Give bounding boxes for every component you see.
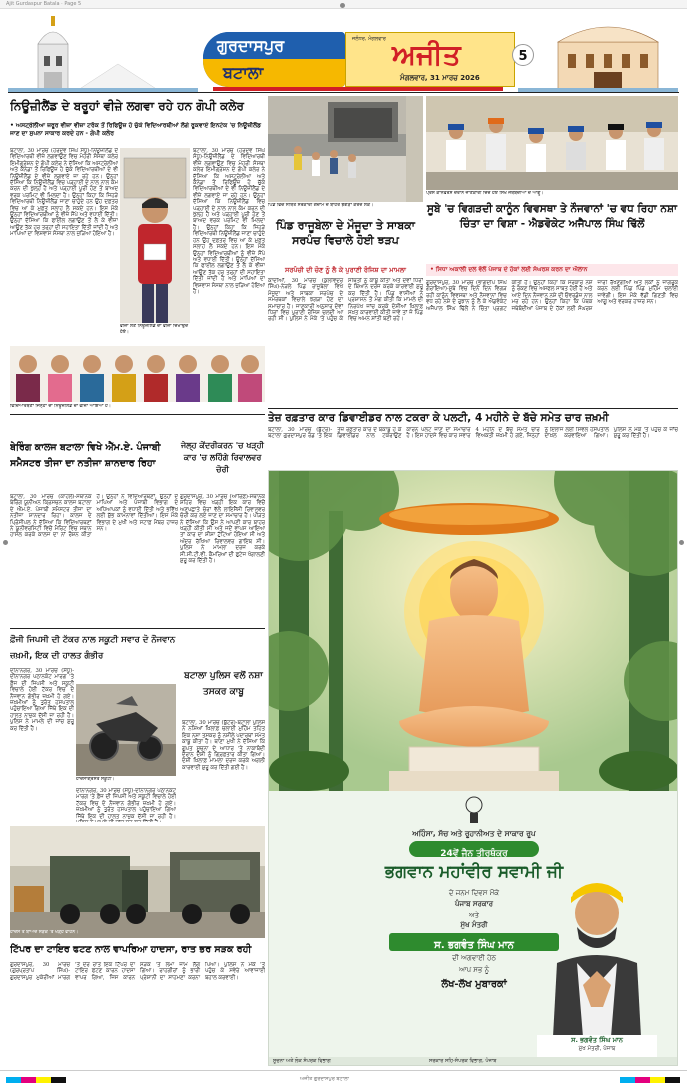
cm-caption-box [537, 1035, 657, 1057]
damaged-scooter-photo [76, 684, 176, 776]
article-8-headline: ਬਟਾਲਾ ਪੁਲਿਸ ਵਲੋਂ ਨਸ਼ਾ ਤਸਕਰ ਕਾਬੂ [184, 671, 263, 697]
masthead-subtitle: ਜਲੰਧਰ, ਮੰਗਲਵਾਰ [352, 36, 386, 42]
article-9-photo-caption: ਹਾਦਸੇ ਤੋਂ ਬਾਅਦ ਸੜਕ 'ਤੇ ਖੜ੍ਹੇ ਵਾਹਨ। [10, 930, 79, 935]
article-7-body: ਦੀਨਾਨਗਰ, 30 ਮਾਰਚ (ਸੰਧੂ)-ਦੀਨਾਨਗਰ ਪਠਾਨਕੋਟ ਮਾਰਗ 'ਤੇ ਫ਼ੌਜ ਦੀ ਜਿਪਸੀ ਅਤੇ ਸਕੂਟੀ ਵਿਚਾਲੇ ਹੋਈ ਟੱਕਰ ਵਿਚ ਦੋ ਨੌਜਵਾਨ ਗੰਭੀਰ ਜ਼ਖ਼ਮੀ ਹੋ ਗਏ। ਜ਼ਖ਼ਮੀਆਂ ਨੂੰ ਤੁਰੰਤ ਹਸਪਤਾਲ ਪਹੁੰਚਾਇਆ ਗਿਆ ਜਿੱਥੇ ਇਕ ਦੀ ਹਾਲਤ ਨਾਜ਼ੁਕ ਦੱਸੀ ਜਾ ਰਹੀ ਹੈ। ਪੁਲਿਸ ਨੇ ਮਾਮਲੇ ਦੀ ਜਾਂਚ ਸ਼ੁਰੂ ਕਰ ਦਿੱਤੀ ਹੈ। [10, 668, 74, 732]
advert-line7: ਲੱਖ-ਲੱਖ ਮੁਬਾਰਕਾਂ [441, 979, 507, 990]
temple-illustration-left [8, 14, 198, 92]
advert-banner [409, 841, 539, 857]
article-3-photo-caption: ਪ੍ਰੈੱਸ ਕਾਨਫਰੰਸ ਦੌਰਾਨ ਜਾਣਕਾਰੀ ਦਿੰਦੇ ਹੋਏ ਸਿੱਖ ਜਥੇਬੰਦੀਆਂ ਦੇ ਆਗੂ। [426, 191, 544, 196]
advert-line5: ਦੀ ਅਗਵਾਈ ਹੇਠ [452, 954, 496, 962]
registration-mark [3, 540, 8, 545]
advert-line2: ਪੰਜਾਬ ਸਰਕਾਰ [454, 900, 493, 908]
article-1-headline: ਨਿਊਜ਼ੀਲੈਂਡ ਦੇ ਬਰੂਹਾਂ ਵੀਜ਼ੇ ਲਗਵਾ ਰਹੇ ਹਨ ਗੋਪੀ ਕਲੇਰ [10, 99, 244, 113]
edition-line1: ਗੁਰਦਾਸਪੁਰ [217, 36, 285, 55]
masthead-date: ਮੰਗਲਵਾਰ, 31 ਮਾਰਚ 2026 [400, 74, 480, 82]
advert-banner-text: 24ਵੇਂ ਜੈਨ ਤੀਰਥੰਕਰ [440, 849, 508, 859]
article-6-headline: ਜੇਲ੍ਹ ਕੇਂਦਰੀਕਰਨ 'ਚ ਖੜ੍ਹੀ ਕਾਰ 'ਚ ਲਹਿੰਗੇ ਰਿਵਾਲਵਰ ਚੋਰੀ [181, 441, 264, 474]
color-calibration-bar [620, 1077, 680, 1083]
advert-line3: ਅਤੇ [469, 911, 479, 919]
article-5-top-rule [10, 414, 265, 415]
article-3-photo [426, 96, 678, 190]
mahavir-illustration [269, 471, 678, 791]
article-1-photo [120, 148, 190, 323]
cm-caption-role: ਮੁੱਖ ਮੰਤਰੀ, ਪੰਜਾਬ [578, 1046, 616, 1052]
article-9-photo [10, 826, 265, 938]
article-2-subhead: ਸਰਪੰਚੀ ਦੀ ਚੋਣ ਨੂੰ ਲੈ ਕੇ ਪੁਰਾਣੀ ਰੰਜਿਸ਼ ਦਾ ਮਾਮਲਾ [285, 266, 406, 274]
cm-caption-name: ਸ. ਭਗਵੰਤ ਸਿੰਘ ਮਾਨ [571, 1036, 623, 1044]
page-number: 5 [518, 49, 528, 64]
advert-tagline: ਅਹਿੰਸਾ, ਸੱਚ ਅਤੇ ਰੂਹਾਨੀਅਤ ਦੇ ਸਾਕਾਰ ਰੂਪ [412, 829, 536, 838]
student-strip-caption: ਵਿਦਿਆਰਥਣਾਂ ਜਿਨ੍ਹਾਂ ਦਾ ਨਿਊਜ਼ੀਲੈਂਡ ਦਾ ਵੀਜ਼ਾ ਆਇਆ ਹੈ। [10, 404, 111, 409]
masthead-title: ਅਜੀਤ [392, 38, 461, 71]
article-4-body: ਬਟਾਲਾ, 30 ਮਾਰਚ (ਬੁੱਟਰ)-ਬਟਾਲਾ ਗੁਰਦਾਸਪੁਰ ਰੋਡ 'ਤੇ ਇਕ ਤੇਜ਼ ਰਫ਼ਤਾਰ ਕਾਰ ਦੇ ਬੇਕਾਬੂ ਹੋ ਕੇ ਡਿਵਾਈਡਰ ਨਾਲ ਟਕਰਾਉਣ ਕਾਰਨ ਪਲਟ ਜਾਣ ਦਾ ਸਮਾਚਾਰ ਹੈ। ਇਸ ਹਾਦਸੇ ਵਿਚ ਕਾਰ ਸਵਾਰ 4 ਮਹੀਨੇ ਦੇ ਬੱਚੇ ਸਮੇਤ ਚਾਰ ਵਿਅਕਤੀ ਜ਼ਖ਼ਮੀ ਹੋ ਗਏ, ਜਿਨ੍ਹਾਂ ਨੂੰ ਇਲਾਜ ਲਈ ਸਿਵਲ ਹਸਪਤਾਲ ਦਾਖ਼ਲ ਕਰਵਾਇਆ ਗਿਆ। ਪੁਲਿਸ ਨੇ ਮੌਕੇ 'ਤੇ ਪਹੁੰਚ ਕੇ ਜਾਂਚ ਸ਼ੁਰੂ ਕਰ ਦਿੱਤੀ ਹੈ। [268, 427, 678, 440]
article-6-body: ਗੁਰਦਾਸਪੁਰ, 30 ਮਾਰਚ (ਆਰਿਫ਼)-ਸਥਾਨਕ ਸ਼ਹਿਰ ਵਿਚ ਖੜ੍ਹੀ ਇਕ ਕਾਰ ਵਿਚੋਂ ਅਣਪਛਾਤੇ ਚੋਰਾਂ ਵੱਲੋਂ ਲਾਇਸੈਂਸੀ ਰਿਵਾਲਵਰ ਚੋਰੀ ਕਰ ਲਏ ਜਾਣ ਦਾ ਸਮਾਚਾਰ ਹੈ। ਪੀੜਤ ਨੇ ਦੱਸਿਆ ਕਿ ਉਸ ਨੇ ਆਪਣੀ ਕਾਰ ਬਾਹਰ ਖੜ੍ਹੀ ਕੀਤੀ ਸੀ ਅਤੇ ਜਦੋਂ ਵਾਪਸ ਆਇਆ ਤਾਂ ਕਾਰ ਦਾ ਸ਼ੀਸ਼ਾ ਟੁੱਟਿਆ ਹੋਇਆ ਸੀ ਅਤੇ ਅੰਦਰ ਰੱਖਿਆ ਰਿਵਾਲਵਰ ਗਾਇਬ ਸੀ। ਪੁਲਿਸ ਨੇ ਮਾਮਲਾ ਦਰਜ ਕਰਕੇ ਸੀ.ਸੀ.ਟੀ.ਵੀ. ਕੈਮਰਿਆਂ ਦੀ ਫੁਟੇਜ ਖੰਗਾਲਣੀ ਸ਼ੁਰੂ ਕਰ ਦਿੱਤੀ ਹੈ। [180, 494, 265, 565]
page-footer [0, 1070, 687, 1089]
punjab-govt-emblem-icon [461, 795, 487, 825]
article-9-headline: ਟਿੱਪਰ ਦਾ ਟਾਇਰ ਫਟਣ ਨਾਲ ਵਾਪਰਿਆ ਹਾਦਸਾ, ਰਾਤ ਭਰ ਸੜਕ ਰਹੀ [10, 944, 252, 955]
article-2-headline: ਪਿੰਡ ਰਾਜੂਬੇਲਾ ਦੇ ਮੌਜੂਦਾ ਤੇ ਸਾਬਕਾ ਸਰਪੰਚ ਵਿਚਾਲੇ ਹੋਈ ਝੜਪ [276, 219, 415, 247]
chief-minister-portrait [537, 867, 657, 1037]
article-7-headline: ਫ਼ੌਜੀ ਜਿਪਸੀ ਦੀ ਟੱਕਰ ਨਾਲ ਸਕੂਟੀ ਸਵਾਰ ਦੋ ਨੌਜਵਾਨ ਜ਼ਖ਼ਮੀ, ਇਕ ਦੀ ਹਾਲਤ ਗੰਭੀਰ [10, 635, 176, 661]
temple-illustration-right [518, 14, 678, 92]
article-2-photo-caption: ਪਿੰਡ ਵਿਚ ਸਥਿਤ ਸਰਕਾਰੀ ਗੋਦਾਮ ਦੇ ਬਾਹਰ ਝਗੜਾ ਕਰਦੇ ਲੋਕ। [268, 203, 374, 208]
edition-line2: ਬਟਾਲਾ [223, 63, 264, 82]
tipper-accident-photo [10, 826, 265, 938]
advert-name-banner-text: ਸ. ਭਗਵੰਤ ਸਿੰਘ ਮਾਨ [434, 940, 514, 951]
article-3-subhead: • ਸਿਧਾ ਅਕਾਲੀ ਦਲ ਵੱਲੋਂ ਪੰਜਾਬ ਦੇ ਹੱਕਾਂ ਲਈ ਸੰਘਰਸ਼ ਕਰਨ ਦਾ ਐਲਾਨ [430, 266, 588, 273]
color-calibration-bar [6, 1077, 66, 1083]
masthead-divider [8, 92, 679, 93]
masthead-red-bar [213, 87, 503, 91]
registration-mark [340, 3, 345, 8]
article-7-body-continued: ਦੀਨਾਨਗਰ, 30 ਮਾਰਚ (ਸੰਧੂ)-ਦੀਨਾਨਗਰ ਪਠਾਨਕੋਟ ਮਾਰਗ 'ਤੇ ਫ਼ੌਜ ਦੀ ਜਿਪਸੀ ਅਤੇ ਸਕੂਟੀ ਵਿਚਾਲੇ ਹੋਈ ਟੱਕਰ ਵਿਚ ਦੋ ਨੌਜਵਾਨ ਗੰਭੀਰ ਜ਼ਖ਼ਮੀ ਹੋ ਗਏ। ਜ਼ਖ਼ਮੀਆਂ ਨੂੰ ਤੁਰੰਤ ਹਸਪਤਾਲ ਪਹੁੰਚਾਇਆ ਗਿਆ ਜਿੱਥੇ ਇਕ ਦੀ ਹਾਲਤ ਨਾਜ਼ੁਕ ਦੱਸੀ ਜਾ ਰਹੀ ਹੈ। [76, 788, 176, 820]
article-1-subhead: • ਅਸਟ੍ਰੇਲੀਆ ਜ਼ਰੂਰ ਵੀਜ਼ਾ ਵੀਜ਼ਾ ਟਰੱਕ ਤੋਂ ਰਿਫਿਊਜ਼ ਹੋ ਚੁੱਕੇ ਵਿਦਿਆਰਥੀਆਂ ਲੱਗੇ ਰੂਕਵਾਏ ਇਨਟੇਕ 'ਚ ਨਿਊਜ਼ੀਲੈਂਡ ਜਾਣ ਦਾ ਸੁਪਨਾ ਸਾਕਾਰ ਕਰਦੇ ਹਨ - ਗੋਪੀ ਕਲੇਰ [10, 122, 262, 137]
article-2-body: ਕਾਦੀਆਂ, 30 ਮਾਰਚ (ਕੁਲਵਿੰਦਰ ਸਿੰਘ)-ਨੇੜਲੇ ਪਿੰਡ ਰਾਜੂਬੇਲਾ ਵਿਖੇ ਮੌਜੂਦਾ ਅਤੇ ਸਾਬਕਾ ਸਰਪੰਚ ਦੇ ਸਮਰਥਕਾਂ ਵਿਚਾਲੇ ਝਗੜਾ ਹੋਣ ਦਾ ਸਮਾਚਾਰ ਹੈ। ਜਾਣਕਾਰੀ ਅਨੁਸਾਰ ਦੋਵਾਂ ਧਿਰਾਂ ਵਿਚ ਪੁਰਾਣੀ ਰੰਜਿਸ਼ ਚਲਦੀ ਆ ਰਹੀ ਸੀ। ਪੁਲਿਸ ਨੇ ਮੌਕੇ 'ਤੇ ਪਹੁੰਚ ਕੇ ਸਥਿਤੀ ਨੂੰ ਕਾਬੂ ਕੀਤਾ ਅਤੇ ਦੋਵਾਂ ਧਿਰਾਂ ਦੇ ਬਿਆਨ ਦਰਜ ਕਰਕੇ ਕਾਰਵਾਈ ਸ਼ੁਰੂ ਕਰ ਦਿੱਤੀ ਹੈ। ਪਿੰਡ ਵਾਸੀਆਂ ਨੇ ਪ੍ਰਸ਼ਾਸਨ ਤੋਂ ਮੰਗ ਕੀਤੀ ਕਿ ਮਾਮਲੇ ਦੀ ਨਿਰਪੱਖ ਜਾਂਚ ਕਰਕੇ ਦੋਸ਼ੀਆਂ ਖ਼ਿਲਾਫ਼ ਸਖ਼ਤ ਕਾਰਵਾਈ ਕੀਤੀ ਜਾਵੇ ਤਾਂ ਜੋ ਪਿੰਡ ਵਿਚ ਅਮਨ ਸ਼ਾਂਤੀ ਬਣੀ ਰਹੇ। [268, 278, 423, 323]
advert-line1: ਦੇ ਜਨਮ ਦਿਵਸ ਮੌਕੇ [448, 889, 500, 897]
press-conference-photo [426, 96, 678, 190]
article-7-top-rule [10, 628, 265, 629]
article-4-top-rule [268, 408, 678, 409]
article-8-body: ਬਟਾਲਾ, 30 ਮਾਰਚ (ਬੁੱਟਰ)-ਬਟਾਲਾ ਪੁਲਿਸ ਨੇ ਨਸ਼ਿਆਂ ਖ਼ਿਲਾਫ਼ ਚਲਾਈ ਮੁਹਿੰਮ ਤਹਿਤ ਇਕ ਨਸ਼ਾ ਤਸਕਰ ਨੂੰ ਨਸ਼ੀਲੇ ਪਦਾਰਥਾਂ ਸਮੇਤ ਕਾਬੂ ਕੀਤਾ ਹੈ। ਥਾਣਾ ਮੁਖੀ ਨੇ ਦੱਸਿਆ ਕਿ ਗੁਪਤ ਸੂਚਨਾ ਦੇ ਆਧਾਰ 'ਤੇ ਨਾਕਾਬੰਦੀ ਦੌਰਾਨ ਦੋਸ਼ੀ ਨੂੰ ਗ੍ਰਿਫ਼ਤਾਰ ਕੀਤਾ ਗਿਆ। ਦੋਸ਼ੀ ਖ਼ਿਲਾਫ਼ ਮਾਮਲਾ ਦਰਜ ਕਰਕੇ ਅਗਲੀ ਕਾਰਵਾਈ ਸ਼ੁਰੂ ਕਰ ਦਿੱਤੀ ਗਈ ਹੈ। [182, 720, 265, 771]
article-7-photo [76, 684, 176, 776]
masthead-box [345, 32, 515, 87]
advert-name-banner [389, 933, 559, 951]
article-5-body: ਬਟਾਲਾ, 30 ਮਾਰਚ (ਕਾਹਲੋਂ)-ਸਥਾਨਕ ਬੇਰਿੰਗ ਯੂਨੀਅਨ ਕ੍ਰਿਸਚਨ ਕਾਲਜ ਬਟਾਲਾ ਦੇ ਐੱਮ.ਏ. ਪੰਜਾਬੀ ਸਮੈਸਟਰ ਤੀਜਾ ਦਾ ਨਤੀਜਾ ਸ਼ਾਨਦਾਰ ਰਿਹਾ। ਕਾਲਜ ਦੇ ਪ੍ਰਿੰਸੀਪਲ ਨੇ ਦੱਸਿਆ ਕਿ ਵਿਦਿਆਰਥਣਾਂ ਨੇ ਯੂਨੀਵਰਸਿਟੀ ਵਿਚੋਂ ਮੈਰਿਟ ਵਿਚ ਸਥਾਨ ਹਾਸਲ ਕਰਕੇ ਕਾਲਜ ਦਾ ਨਾਂ ਰੌਸ਼ਨ ਕੀਤਾ ਹੈ। ਉਨ੍ਹਾਂ ਨੇ ਵਿਦਿਆਰਥਣਾਂ, ਉਨ੍ਹਾਂ ਦੇ ਮਾਪਿਆਂ ਅਤੇ ਪੰਜਾਬੀ ਵਿਭਾਗ ਦੇ ਅਧਿਆਪਕਾਂ ਨੂੰ ਵਧਾਈ ਦਿੱਤੀ ਅਤੇ ਭਵਿੱਖ ਲਈ ਸ਼ੁੱਭ ਕਾਮਨਾਵਾਂ ਦਿੱਤੀਆਂ। ਇਸ ਮੌਕੇ ਵਿਭਾਗ ਦੇ ਮੁਖੀ ਅਤੇ ਸਟਾਫ਼ ਮੈਂਬਰ ਹਾਜ਼ਰ ਸਨ। [10, 494, 178, 539]
village-clash-photo [268, 96, 423, 202]
page-number-badge [512, 44, 534, 66]
man-with-visa-photo [120, 148, 190, 323]
article-1-photo-caption: ਵੀਜ਼ਾ ਲੈਣ ਨਿਊਜ਼ੀਲੈਂਡ ਦਾ ਵੀਜ਼ਾ ਦਿਖਾਉਂਦੇ ਹੋਏ। [120, 324, 189, 335]
article-9-body: ਗੁਰਦਾਸਪੁਰ, 30 ਮਾਰਚ (ਗੁਰਪ੍ਰਤਾਪ ਸਿੰਘ)-ਗੁਰਦਾਸਪੁਰ ਮੁਕੇਰੀਆਂ ਮਾਰਗ 'ਤੇ ਦੇਰ ਰਾਤ ਇਕ ਟਿੱਪਰ ਦਾ ਟਾਇਰ ਫਟਣ ਕਾਰਨ ਹਾਦਸਾ ਵਾਪਰ ਗਿਆ, ਜਿਸ ਕਾਰਨ ਸੜਕ 'ਤੇ ਲੰਮਾ ਜਾਮ ਲੱਗ ਗਿਆ। ਰਾਹਗੀਰਾਂ ਨੂੰ ਭਾਰੀ ਪ੍ਰੇਸ਼ਾਨੀ ਦਾ ਸਾਹਮਣਾ ਕਰਨਾ ਪਿਆ। ਪੁਲਿਸ ਨੇ ਮੌਕੇ 'ਤੇ ਪਹੁੰਚ ਕੇ ਸਵੇਰੇ ਆਵਾਜਾਈ ਬਹਾਲ ਕਰਵਾਈ। [10, 962, 265, 981]
footer-imprint: ਅਜੀਤ ਗੁਰਦਾਸਪੁਰ ਬਟਾਲਾ [300, 1076, 349, 1082]
mahavir-jayanti-advert [268, 470, 678, 1066]
student-photo-strip [10, 346, 265, 402]
article-4-headline: ਤੇਜ਼ ਰਫ਼ਤਾਰ ਕਾਰ ਡਿਵਾਈਡਰ ਨਾਲ ਟਕਰਾ ਕੇ ਪਲਟੀ, 4 ਮਹੀਨੇ ਦੇ ਬੱਚੇ ਸਮੇਤ ਚਾਰ ਜ਼ਖ਼ਮੀ [268, 412, 609, 424]
article-5-headline: ਬੇਰਿੰਗ ਕਾਲਜ ਬਟਾਲਾ ਵਿਖੇ ਐੱਮ.ਏ. ਪੰਜਾਬੀ ਸਮੈਸਟਰ ਤੀਜਾ ਦਾ ਨਤੀਜਾ ਸ਼ਾਨਦਾਰ ਰਿਹਾ [10, 442, 161, 469]
advert-footer-bar [269, 1057, 678, 1066]
edition-badge [203, 32, 345, 87]
advert-line4: ਮੁੱਖ ਮੰਤਰੀ [460, 921, 488, 929]
article-1-body-continued: ਬਟਾਲਾ, 30 ਮਾਰਚ (ਹਰਦੇਵ ਸਿੰਘ ਸੰਧੂ)-ਨਿਊਜ਼ੀਲੈਂਡ ਦੇ ਵਿਦਿਆਰਥੀ ਵੀਜ਼ੇ ਲਗਵਾਉਣ ਵਿਚ ਮੋਹਰੀ ਸੰਸਥਾ ਕਲੇਰ ਇਮੀਗ੍ਰੇਸ਼ਨ ਦੇ ਗੋਪੀ ਕਲੇਰ ਨੇ ਦੱਸਿਆ ਕਿ ਅਸਟ੍ਰੇਲੀਆ ਅਤੇ ਕੈਨੇਡਾ ਤੋਂ ਰਿਫਿਊਜ਼ ਹੋ ਚੁੱਕੇ ਵਿਦਿਆਰਥੀਆਂ ਦੇ ਵੀ ਨਿਊਜ਼ੀਲੈਂਡ ਦੇ ਵੀਜ਼ੇ ਲਗਵਾਏ ਜਾ ਰਹੇ ਹਨ। ਉਨ੍ਹਾਂ ਦੱਸਿਆ ਕਿ ਨਿਊਜ਼ੀਲੈਂਡ ਵਿਚ ਪੜ੍ਹਾਈ ਦੇ ਨਾਲ ਨਾਲ ਕੰਮ ਕਰਨ ਦੀ ਖੁੱਲ੍ਹ ਹੈ ਅਤੇ ਪੜ੍ਹਾਈ ਪੂਰੀ ਹੋਣ ਤੋਂ ਬਾਅਦ ਵਰਕ ਪਰਮਿਟ ਵੀ ਮਿਲਦਾ ਹੈ। ਉਨ੍ਹਾਂ ਕਿਹਾ ਕਿ ਜਿਹੜੇ ਵਿਦਿਆਰਥੀ ਨਿਊਜ਼ੀਲੈਂਡ ਜਾਣਾ ਚਾਹੁੰਦੇ ਹਨ ਉਹ ਦਫ਼ਤਰ ਵਿਚ ਆ ਕੇ ਮੁਫ਼ਤ ਸਲਾਹ ਲੈ ਸਕਦੇ ਹਨ। ਇਸ ਮੌਕੇ ਉਨ੍ਹਾਂ ਵਿਦਿਆਰਥੀਆਂ ਨੂੰ ਵੀਜ਼ੇ ਸੌਂਪੇ ਅਤੇ ਵਧਾਈ ਦਿੱਤੀ। ਉਨ੍ਹਾਂ ਦੱਸਿਆ ਕਿ ਫਾਈਲ ਲਗਾਉਣ ਤੋਂ ਲੈ ਕੇ ਵੀਜ਼ਾ ਆਉਣ ਤੱਕ ਹਰ ਤਰ੍ਹਾਂ ਦੀ ਸਹਾਇਤਾ ਦਿੱਤੀ ਜਾਂਦੀ ਹੈ ਅਤੇ ਮਾਪਿਆਂ ਦਾ ਵਿਸ਼ਵਾਸ ਸੰਸਥਾ ਨਾਲ ਜੁੜਿਆ ਹੋਇਆ ਹੈ। [193, 148, 265, 295]
article-2-photo [268, 96, 423, 202]
advert-title: ਭਗਵਾਨ ਮਹਾਂਵੀਰ ਸਵਾਮੀ ਜੀ [384, 862, 564, 882]
article-3-body: ਗੁਰਦਾਸਪੁਰ, 30 ਮਾਰਚ (ਭਾਗਦੀਪ ਸਿੰਘ ਗੋਰਾਇਆ)-ਸੂਬੇ ਵਿਚ ਦਿਨੋਂ ਦਿਨ ਵਿਗੜ ਰਹੀ ਕਾਨੂੰਨ ਵਿਵਸਥਾ ਅਤੇ ਨੌਜਵਾਨਾਂ ਵਿਚ ਵਧ ਰਹੇ ਨਸ਼ੇ ਦੇ ਰੁਝਾਨ ਨੂੰ ਲੈ ਕੇ ਐਡਵੋਕੇਟ ਅਜੈਪਾਲ ਸਿੰਘ ਢਿੱਲੋਂ ਨੇ ਚਿੰਤਾ ਪ੍ਰਗਟ ਕੀਤੀ ਹੈ। ਉਨ੍ਹਾਂ ਕਿਹਾ ਕਿ ਸਰਕਾਰ ਨਸ਼ੇ ਨੂੰ ਰੋਕਣ ਵਿਚ ਅਸਫਲ ਸਾਬਤ ਹੋਈ ਹੈ ਅਤੇ ਆਏ ਦਿਨ ਨੌਜਵਾਨ ਨਸ਼ੇ ਦੀ ਓਵਰਡੋਜ਼ ਨਾਲ ਮਰ ਰਹੇ ਹਨ। ਉਨ੍ਹਾਂ ਕਿਹਾ ਕਿ ਪੰਥਕ ਜਥੇਬੰਦੀਆਂ ਪੰਜਾਬ ਦੇ ਹੱਕਾਂ ਲਈ ਸੰਘਰਸ਼ ਜਾਰੀ ਰੱਖਣਗੀਆਂ ਅਤੇ ਲੋਕਾਂ ਨੂੰ ਜਾਗਰੂਕ ਕਰਨ ਲਈ ਪਿੰਡ ਪਿੰਡ ਮੁਹਿੰਮ ਚਲਾਈ ਜਾਵੇਗੀ। ਇਸ ਮੌਕੇ ਵੱਡੀ ਗਿਣਤੀ ਵਿਚ ਆਗੂ ਅਤੇ ਵਰਕਰ ਹਾਜ਼ਰ ਸਨ। [426, 280, 678, 312]
article-3-subhead-bar [426, 264, 678, 276]
advert-line6: ਆਪ ਸਭ ਨੂੰ [458, 966, 490, 974]
top-strip-text: Ajit Gurdaspur Batala · Page 5 [6, 1, 82, 7]
article-3-headline: ਸੂਬੇ 'ਚ ਵਿਗੜਦੀ ਕਾਨੂੰਨ ਵਿਵਸਥਾ ਤੇ ਨੌਜਵਾਨਾਂ 'ਚ ਵਧ ਰਿਹਾ ਨਸ਼ਾ ਚਿੰਤਾ ਦਾ ਵਿਸ਼ਾ - ਐਡਵੋਕੇਟ ਅਜੈਪਾਲ ਸਿੰਘ ਢਿੱਲੋਂ [427, 203, 677, 230]
registration-mark [679, 540, 684, 545]
article-7-photo-caption: ਹਾਦਸਾਗ੍ਰਸਤ ਸਕੂਟੀ। [76, 777, 115, 782]
article-1-body: ਬਟਾਲਾ, 30 ਮਾਰਚ (ਹਰਦੇਵ ਸਿੰਘ ਸੰਧੂ)-ਨਿਊਜ਼ੀਲੈਂਡ ਦੇ ਵਿਦਿਆਰਥੀ ਵੀਜ਼ੇ ਲਗਵਾਉਣ ਵਿਚ ਮੋਹਰੀ ਸੰਸਥਾ ਕਲੇਰ ਇਮੀਗ੍ਰੇਸ਼ਨ ਦੇ ਗੋਪੀ ਕਲੇਰ ਨੇ ਦੱਸਿਆ ਕਿ ਅਸਟ੍ਰੇਲੀਆ ਅਤੇ ਕੈਨੇਡਾ ਤੋਂ ਰਿਫਿਊਜ਼ ਹੋ ਚੁੱਕੇ ਵਿਦਿਆਰਥੀਆਂ ਦੇ ਵੀ ਨਿਊਜ਼ੀਲੈਂਡ ਦੇ ਵੀਜ਼ੇ ਲਗਵਾਏ ਜਾ ਰਹੇ ਹਨ। ਉਨ੍ਹਾਂ ਦੱਸਿਆ ਕਿ ਨਿਊਜ਼ੀਲੈਂਡ ਵਿਚ ਪੜ੍ਹਾਈ ਦੇ ਨਾਲ ਨਾਲ ਕੰਮ ਕਰਨ ਦੀ ਖੁੱਲ੍ਹ ਹੈ ਅਤੇ ਪੜ੍ਹਾਈ ਪੂਰੀ ਹੋਣ ਤੋਂ ਬਾਅਦ ਵਰਕ ਪਰਮਿਟ ਵੀ ਮਿਲਦਾ ਹੈ। ਉਨ੍ਹਾਂ ਕਿਹਾ ਕਿ ਜਿਹੜੇ ਵਿਦਿਆਰਥੀ ਨਿਊਜ਼ੀਲੈਂਡ ਜਾਣਾ ਚਾਹੁੰਦੇ ਹਨ ਉਹ ਦਫ਼ਤਰ ਵਿਚ ਆ ਕੇ ਮੁਫ਼ਤ ਸਲਾਹ ਲੈ ਸਕਦੇ ਹਨ। ਇਸ ਮੌਕੇ ਉਨ੍ਹਾਂ ਵਿਦਿਆਰਥੀਆਂ ਨੂੰ ਵੀਜ਼ੇ ਸੌਂਪੇ ਅਤੇ ਵਧਾਈ ਦਿੱਤੀ। ਉਨ੍ਹਾਂ ਦੱਸਿਆ ਕਿ ਫਾਈਲ ਲਗਾਉਣ ਤੋਂ ਲੈ ਕੇ ਵੀਜ਼ਾ ਆਉਣ ਤੱਕ ਹਰ ਤਰ੍ਹਾਂ ਦੀ ਸਹਾਇਤਾ ਦਿੱਤੀ ਜਾਂਦੀ ਹੈ ਅਤੇ ਮਾਪਿਆਂ ਦਾ ਵਿਸ਼ਵਾਸ ਸੰਸਥਾ ਨਾਲ ਜੁੜਿਆ ਹੋਇਆ ਹੈ। [10, 148, 118, 238]
advert-footer-left: ਸੂਚਨਾ ਅਤੇ ਲੋਕ ਸੰਪਰਕ ਵਿਭਾਗ [273, 1058, 331, 1064]
advert-footer-mid: ਸਰਕਾਰ ਸਹਿ-ਸੰਪਰਕ ਵਿਭਾਗ, ਪੰਜਾਬ [429, 1058, 497, 1064]
